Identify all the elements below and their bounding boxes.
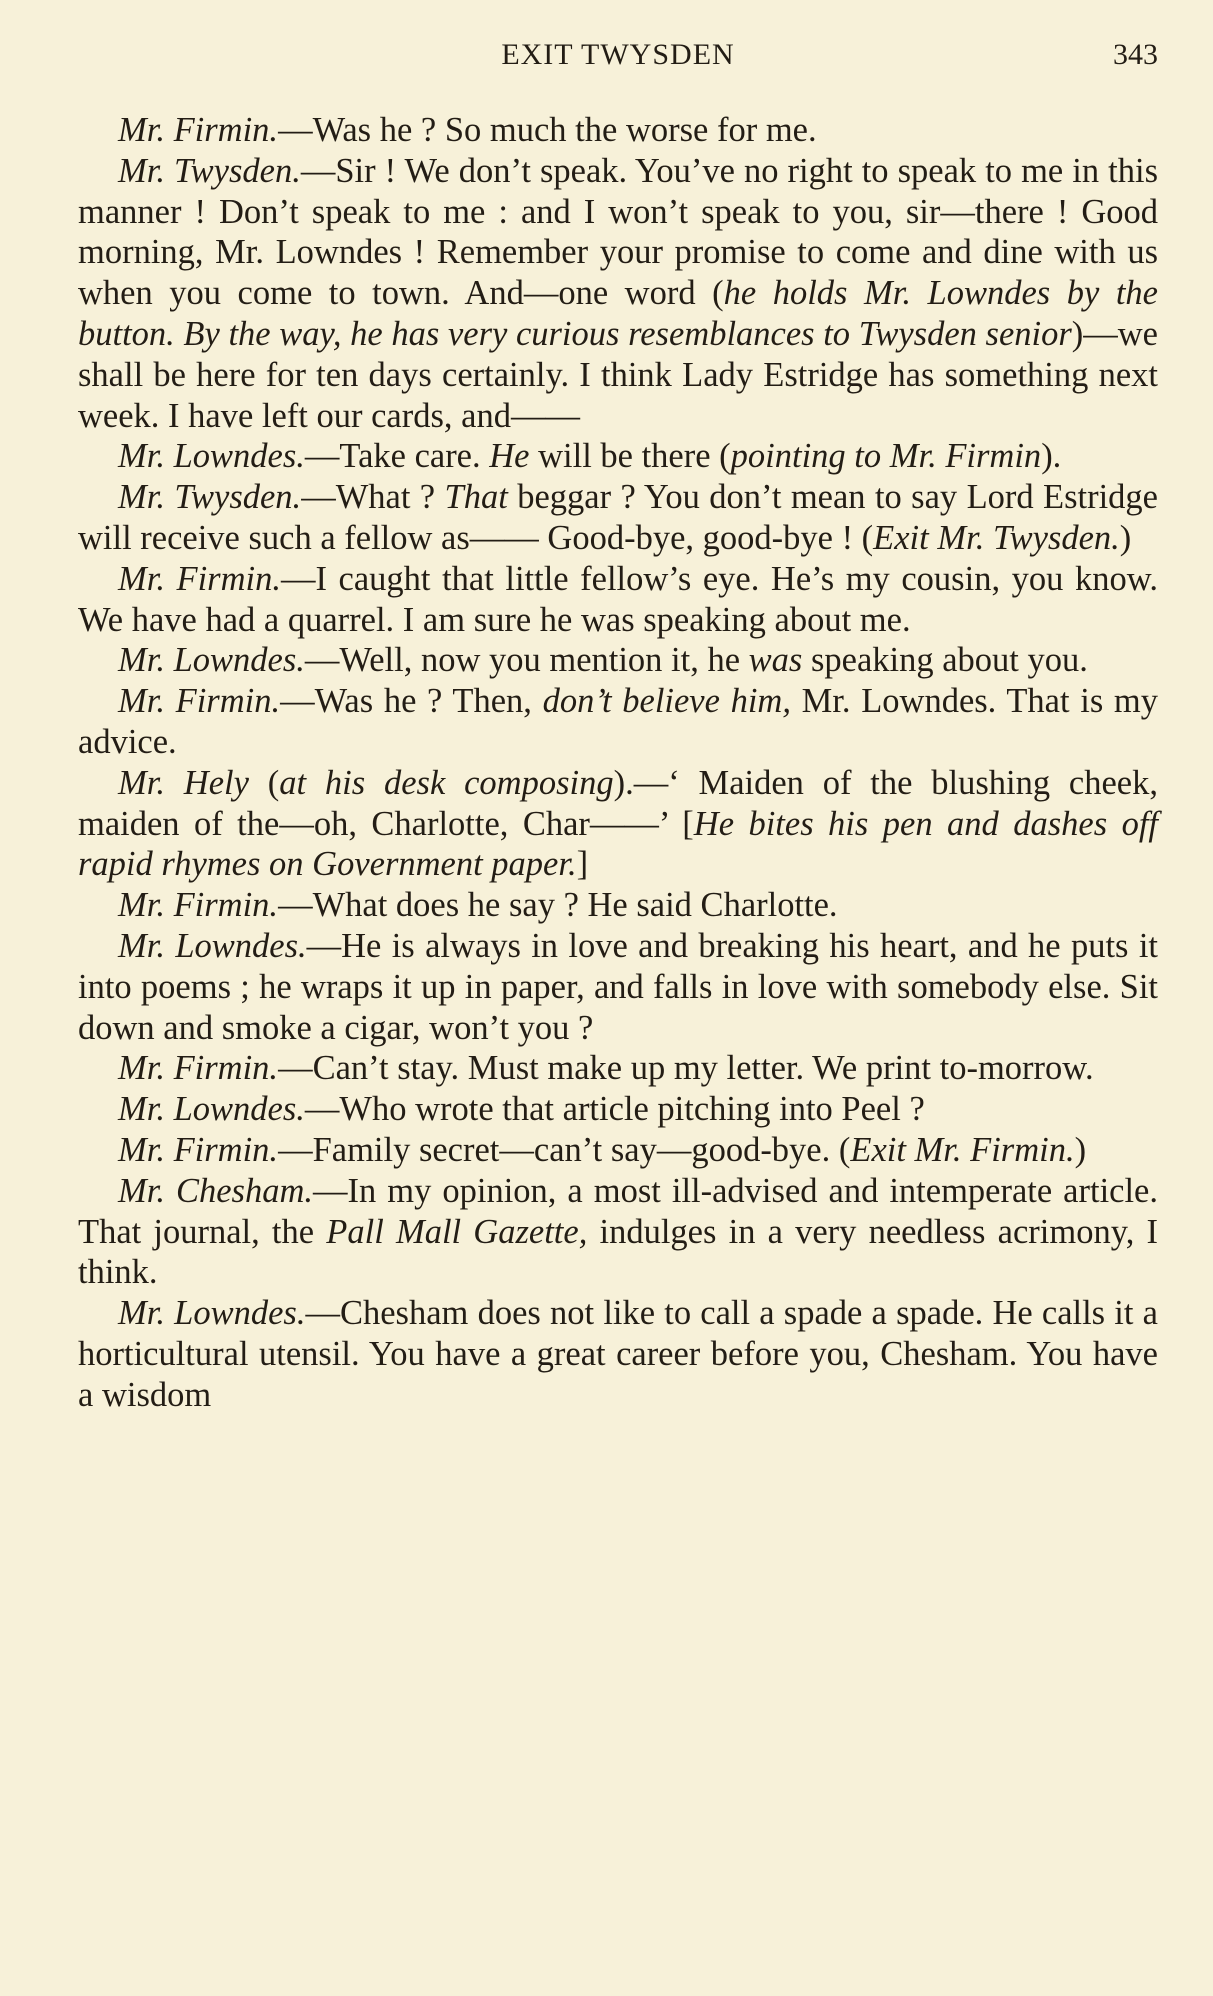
dialogue-text: will be there ( (529, 437, 731, 476)
emphasis: don’t believe him, (542, 682, 791, 721)
body-text (78, 110, 1158, 1416)
speaker-name: Mr. Firmin. (118, 1130, 279, 1169)
stage-direction: Exit Mr. Firmin. (850, 1130, 1075, 1169)
speaker-name: Mr. Firmin. (118, 682, 281, 721)
speaker-name: Mr. Twysden. (118, 151, 301, 190)
dialogue-paragraph (78, 1130, 1158, 1171)
dialogue-text: —I caught that little fellow’s eye. He’s my cousin, you know. We have had a quarrel. I am sure he was speaking about me. (78, 559, 1158, 639)
dialogue-text: beggar ? You don’t mean to say Lord Estridge will receive such a fellow as—— Good-bye, good-bye ! ( (78, 478, 1158, 557)
dialogue-text: —Chesham does not like to call a spade a spade. He calls it a horticultural utensil. You have a great career before you, Chesham. You have a wisdom (78, 1294, 1158, 1414)
dialogue-paragraph (78, 1048, 1158, 1089)
dialogue-paragraph (78, 926, 1158, 1048)
dialogue-paragraph (78, 477, 1158, 559)
speaker-name: Mr. Firmin. (118, 1049, 279, 1088)
dialogue-text: ] (576, 845, 589, 884)
dialogue-text: —Was he ? Then, (280, 682, 543, 721)
dialogue-text: —Who wrote that article pitching into Peel ? (304, 1090, 925, 1129)
dialogue-text: —Well, now you mention it, he (304, 641, 749, 680)
dialogue-text: —In my opinion, a most ill-advised and intemperate article. That journal, the (78, 1171, 1158, 1251)
dialogue-text: ( (248, 763, 280, 802)
speaker-name: Mr. Hely (118, 763, 249, 802)
stage-direction: at his desk composing (279, 763, 614, 802)
dialogue-paragraph (78, 885, 1158, 926)
dialogue-text: ). (1041, 437, 1062, 476)
dialogue-paragraph (78, 151, 1158, 437)
speaker-name: Mr. Lowndes. (118, 926, 307, 965)
dialogue-text: ) (1074, 1130, 1087, 1169)
dialogue-paragraph (78, 681, 1158, 763)
running-title: EXIT TWYSDEN (501, 38, 735, 71)
dialogue-text: indulges in a very needless acrimony, I think. (78, 1212, 1159, 1292)
dialogue-text: —Was he ? So much the worse for me. (278, 111, 817, 149)
dialogue-text: —Can’t stay. Must make up my letter. We print to-morrow. (278, 1049, 1094, 1088)
dialogue-text: ).—‘ Maiden of the blushing cheek, maiden of the—oh, Charlotte, Char——’ [ (78, 763, 1158, 843)
dialogue-paragraph (78, 1089, 1158, 1130)
dialogue-text: speaking about you. (802, 641, 1088, 680)
emphasis: He (489, 437, 530, 476)
dialogue-text: —He is always in love and breaking his heart, and he puts it into poems ; he wraps it up in paper, and falls in love with somebody else. Sit down and smoke a cigar, won’t you ? (78, 926, 1159, 1047)
emphasis: Pall Mall Gazette, (326, 1212, 588, 1251)
speaker-name: Mr. Lowndes. (118, 1294, 306, 1333)
speaker-name: Mr. Firmin. (118, 111, 279, 149)
stage-direction: He bites his pen and dashes off rapid rhymes on Government paper. (78, 804, 1159, 884)
speaker-name: Mr. Lowndes. (118, 641, 305, 680)
dialogue-paragraph (78, 763, 1158, 885)
speaker-name: Mr. Lowndes. (118, 1090, 305, 1129)
stage-direction: Exit Mr. Twysden. (873, 518, 1120, 557)
dialogue-text: —Sir ! We don’t speak. You’ve no right to speak to me in this manner ! Don’t speak to me : and I won’t speak to you, sir—there ! Good morning, Mr. Lowndes ! Remember your promise to come and dine with us when you come to town. And—one word ( (78, 151, 1158, 313)
dialogue-text: —What ? (301, 478, 445, 517)
dialogue-text: —What does he say ? He said Charlotte. (278, 886, 838, 925)
emphasis: was (748, 641, 803, 680)
stage-direction: pointing to Mr. Firmin (730, 437, 1042, 476)
dialogue-text: —Family secret—can’t say—good-bye. ( (278, 1130, 851, 1169)
speaker-name: Mr. Twysden. (118, 478, 302, 517)
dialogue-text: )—we shall be here for ten days certainly. I think Lady Estridge has something next week. I have left our cards, and—— (78, 314, 1158, 435)
stage-direction: he holds Mr. Lowndes by the button. By the way, he has very curious resemblances to Twysden senior (78, 274, 1158, 353)
dialogue-paragraph (78, 110, 1158, 151)
dialogue-paragraph (78, 1171, 1158, 1293)
speaker-name: Mr. Lowndes. (118, 437, 305, 476)
speaker-name: Mr. Chesham. (118, 1171, 314, 1210)
page-number: 343 (1113, 38, 1158, 71)
dialogue-text: Mr. Lowndes. That is my advice. (78, 682, 1159, 761)
dialogue-paragraph (78, 1293, 1158, 1415)
dialogue-paragraph (78, 559, 1158, 641)
dialogue-paragraph (78, 640, 1158, 681)
dialogue-paragraph (78, 436, 1158, 477)
dialogue-text: ) (1119, 518, 1132, 557)
speaker-name: Mr. Firmin. (118, 886, 279, 925)
page-header (78, 38, 1158, 86)
emphasis: That (444, 478, 508, 517)
speaker-name: Mr. Firmin. (118, 559, 281, 598)
dialogue-text: —Take care. (304, 437, 490, 476)
